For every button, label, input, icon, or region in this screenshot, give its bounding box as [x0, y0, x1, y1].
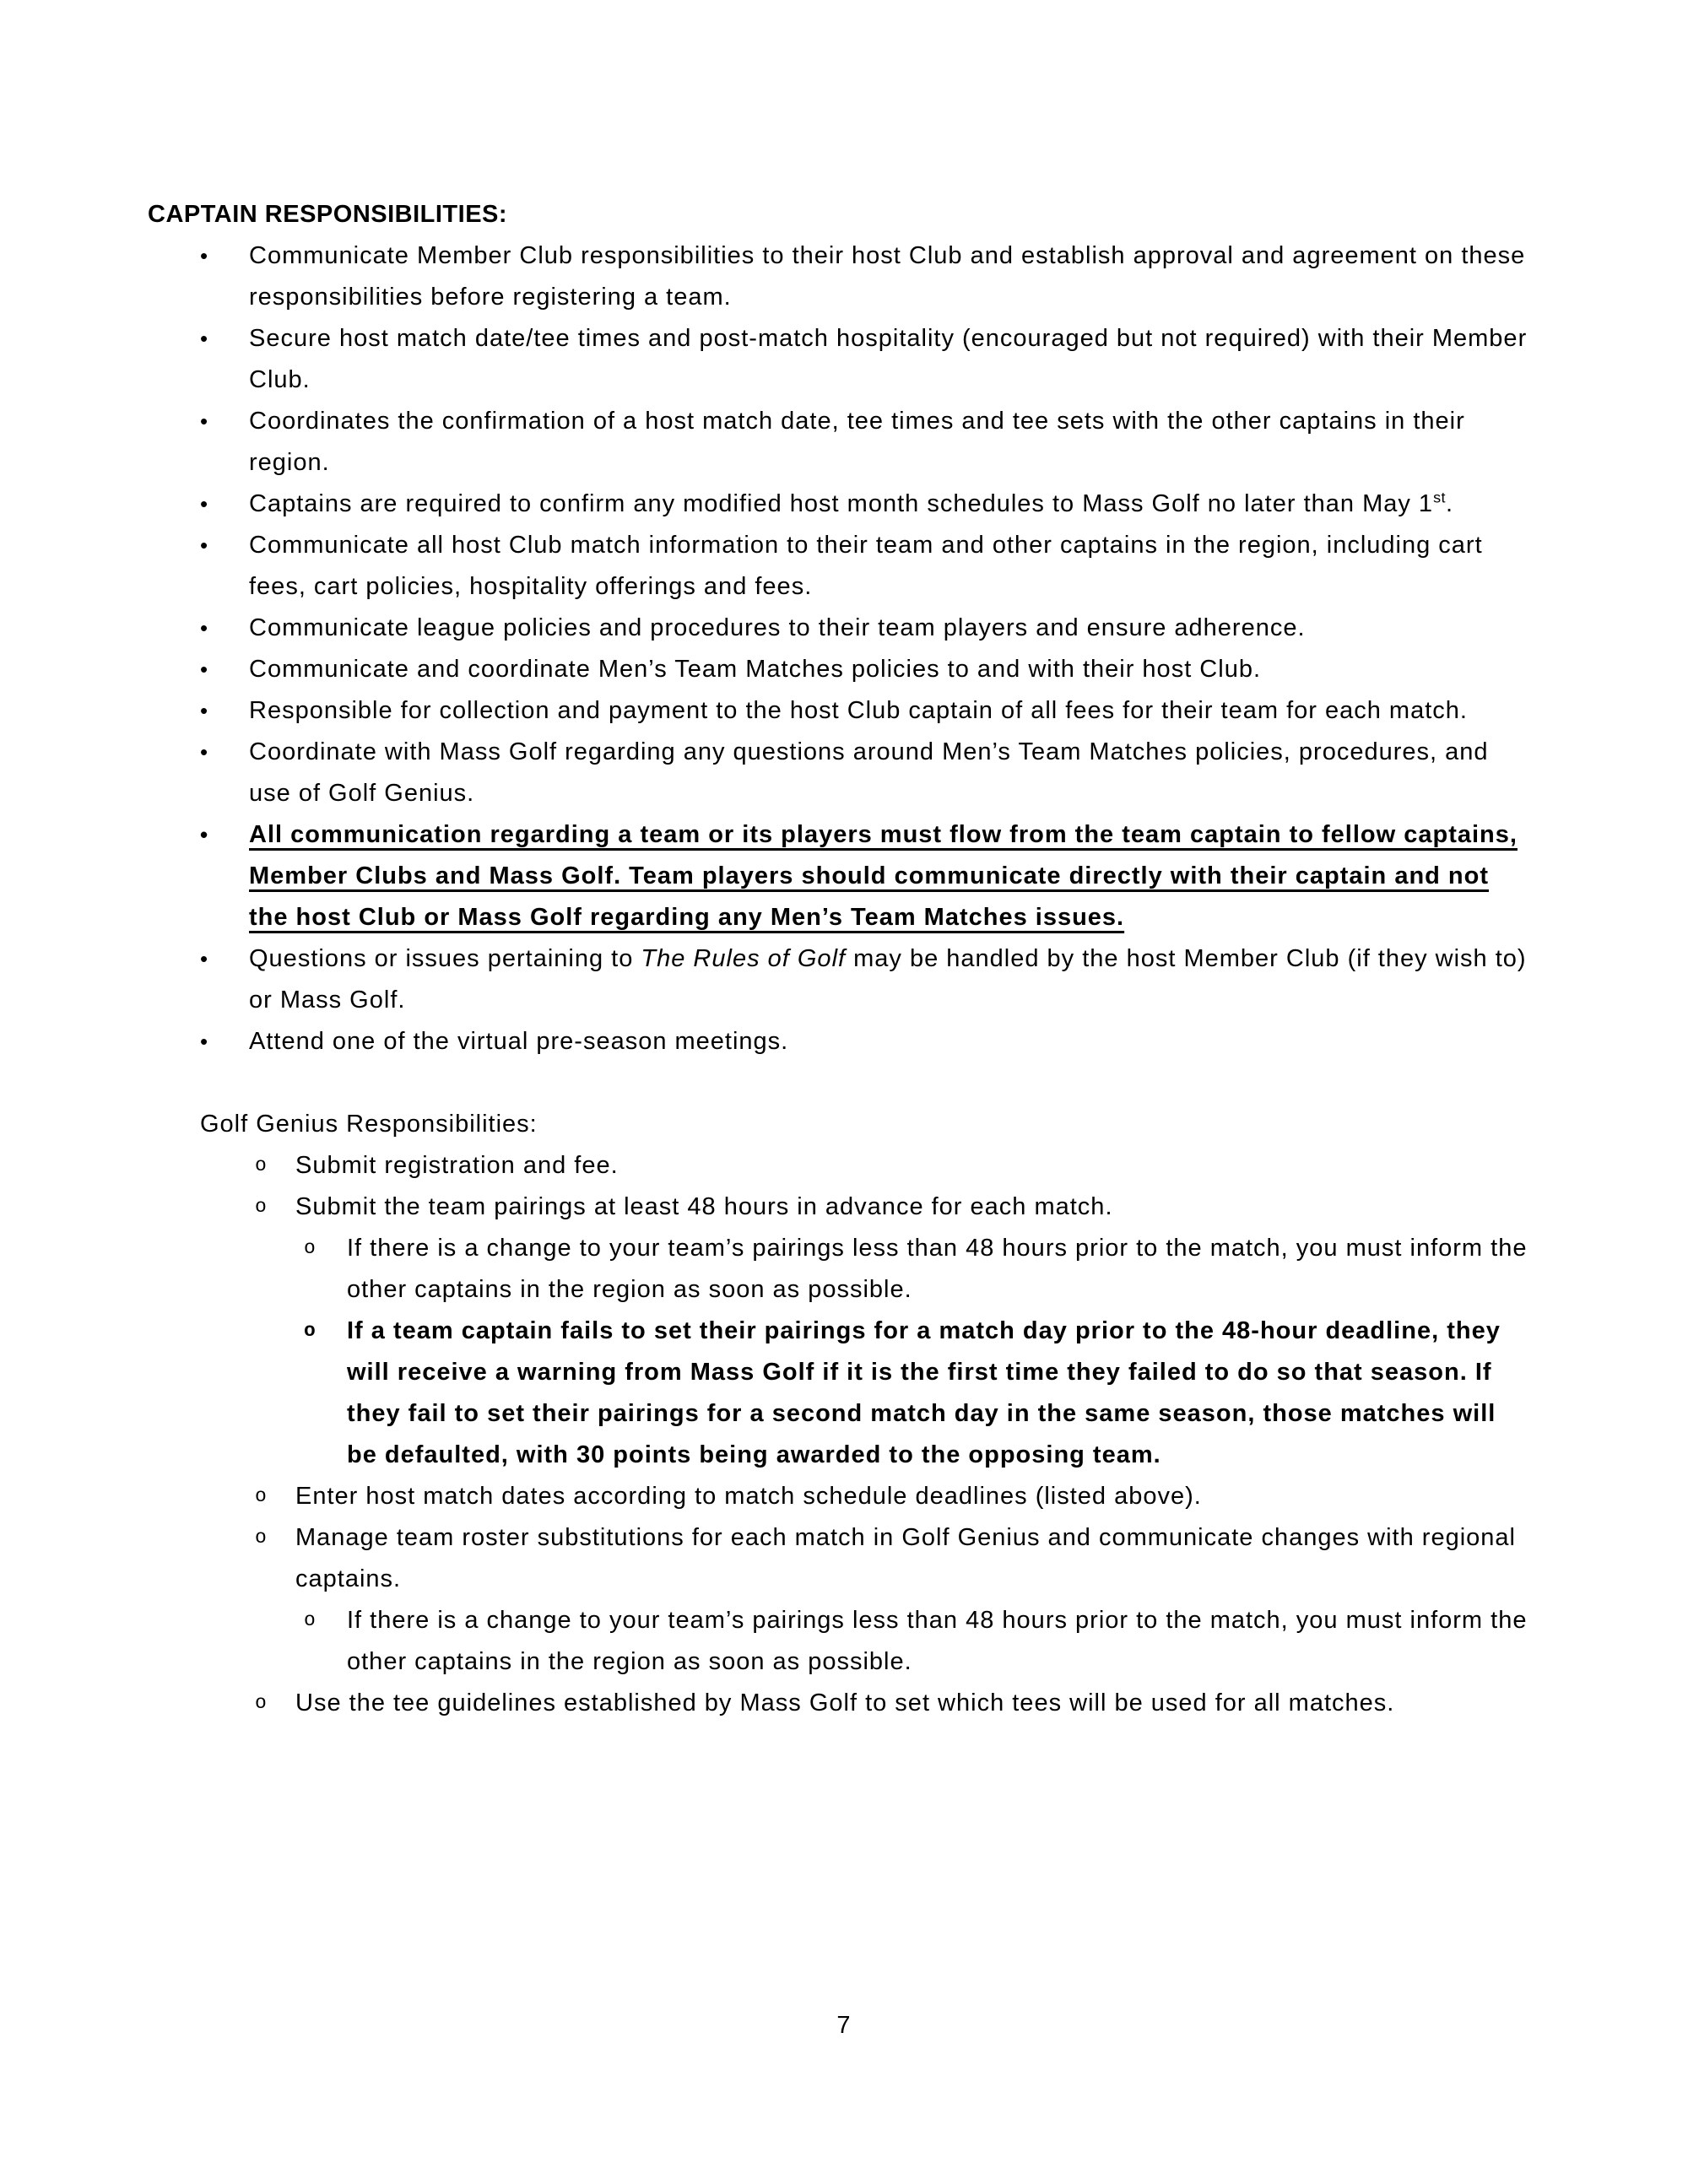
text-segment: Communicate and coordinate Men’s Team Matches policies to and with their host Club. — [249, 656, 1262, 683]
circle-bullet-icon: o — [304, 1237, 316, 1259]
list-item — [148, 1021, 1532, 1062]
text-segment: Communicate Member Club responsibilities to their host Club and establish approval and agreement on these responsibilities before registering a team. — [249, 242, 1526, 311]
list-item-text — [347, 1228, 1532, 1311]
circle-bullet-icon: o — [304, 1320, 316, 1342]
text-segment: Attend one of the virtual pre-season meetings. — [249, 1028, 789, 1055]
bullet-icon: • — [200, 657, 209, 682]
list-item-text — [249, 732, 1532, 814]
bullet-icon: • — [200, 326, 209, 351]
list-item-text — [249, 235, 1532, 318]
text-segment: Use the tee guidelines established by Mass Golf to set which tees will be used for all matches. — [295, 1689, 1395, 1716]
text-segment: Communicate league policies and procedures to their team players and ensure adherence. — [249, 614, 1306, 641]
list-item — [148, 318, 1532, 401]
list-item — [148, 484, 1532, 525]
text-segment: may be handled by the host Member Club (if they wish to) or Mass Golf. — [249, 945, 1527, 1014]
list-item — [148, 1600, 1532, 1683]
list-item — [148, 1311, 1532, 1476]
list-item — [148, 690, 1532, 732]
bullet-icon: • — [200, 408, 209, 434]
bullet-icon: • — [200, 491, 209, 516]
circle-bullet-icon: o — [255, 1196, 268, 1218]
bullet-icon: • — [200, 532, 209, 558]
list-item-text — [249, 484, 1532, 525]
list-item — [148, 1476, 1532, 1517]
superscript-text: st — [1433, 489, 1447, 506]
list-item — [148, 1228, 1532, 1311]
captain-responsibilities-list — [148, 235, 1532, 1062]
circle-bullet-icon: o — [255, 1527, 268, 1549]
list-item-text — [295, 1145, 1532, 1187]
list-item-text — [249, 1021, 1532, 1062]
bullet-icon: • — [200, 243, 209, 268]
text-segment: Communicate all host Club match information to their team and other captains in the region, including cart fees, cart policies, hospitality offerings and fees. — [249, 532, 1483, 600]
bullet-icon: • — [200, 946, 209, 971]
list-item-text — [249, 690, 1532, 732]
text-segment: Submit registration and fee. — [295, 1152, 619, 1179]
text-segment: If there is a change to your team’s pairings less than 48 hours prior to the match, you must inform the other captains in the region as soon as possible. — [347, 1607, 1528, 1675]
list-item-text — [347, 1600, 1532, 1683]
list-item-text — [249, 649, 1532, 690]
text-segment: Questions or issues pertaining to — [249, 945, 641, 972]
list-item-text — [249, 938, 1532, 1021]
list-item-text — [295, 1476, 1532, 1517]
list-item-text — [347, 1311, 1532, 1476]
list-item — [148, 608, 1532, 649]
text-segment: Manage team roster substitutions for each match in Golf Genius and communicate changes with regional captains. — [295, 1524, 1516, 1592]
list-item — [148, 1187, 1532, 1228]
italic-text: The Rules of Golf — [641, 945, 847, 972]
list-item-text — [249, 814, 1532, 938]
page-number: 7 — [836, 2012, 852, 2039]
list-item-text — [295, 1683, 1532, 1724]
circle-bullet-icon: o — [255, 1692, 268, 1714]
text-segment: . — [1446, 490, 1454, 517]
subsection-heading: Golf Genius Responsibilities: — [200, 1111, 538, 1138]
text-segment: Coordinates the confirmation of a host match date, tee times and tee sets with the other captains in their region. — [249, 408, 1465, 476]
list-item — [148, 1517, 1532, 1600]
text-segment: Enter host match dates according to match schedule deadlines (listed above). — [295, 1483, 1202, 1510]
list-item — [148, 649, 1532, 690]
text-segment: Coordinate with Mass Golf regarding any questions around Men’s Team Matches policies, procedures, and use of Golf Genius. — [249, 738, 1489, 807]
text-segment: Secure host match date/tee times and post-match hospitality (encouraged but not required) with their Member Club. — [249, 325, 1528, 393]
circle-bullet-icon: o — [255, 1485, 268, 1507]
golf-genius-responsibilities-list — [148, 1145, 1532, 1724]
bullet-icon: • — [200, 698, 209, 723]
text-segment: All communication regarding a team or its players must flow from the team captain to fellow captains, Member Clubs and Mass Golf. Team players should communicate directly with their captain and not the host Club or Mass Golf regarding any Men’s Team Matches issues. — [249, 821, 1518, 931]
list-item — [148, 938, 1532, 1021]
list-item-text — [249, 401, 1532, 484]
list-item — [148, 1145, 1532, 1187]
section-heading: CAPTAIN RESPONSIBILITIES: — [148, 201, 508, 228]
bullet-icon: • — [200, 822, 209, 847]
list-item — [148, 235, 1532, 318]
list-item-text — [295, 1187, 1532, 1228]
list-item-text — [295, 1517, 1532, 1600]
text-segment: If a team captain fails to set their pairings for a match day prior to the 48-hour deadline, they will receive a warning from Mass Golf if it is the first time they failed to do so that season. If they fail to set their pairings for a second match day in the same season, those matches will be defaulted, with 30 points being awarded to the opposing team. — [347, 1317, 1501, 1468]
circle-bullet-icon: o — [304, 1609, 316, 1631]
text-segment: Submit the team pairings at least 48 hours in advance for each match. — [295, 1193, 1113, 1220]
list-item — [148, 1683, 1532, 1724]
text-segment: Captains are required to confirm any modified host month schedules to Mass Golf no later than May 1 — [249, 490, 1434, 517]
bullet-icon: • — [200, 615, 209, 641]
list-item-text — [249, 608, 1532, 649]
list-item-text — [249, 318, 1532, 401]
list-item — [148, 814, 1532, 938]
list-item — [148, 732, 1532, 814]
bullet-icon: • — [200, 1029, 209, 1054]
list-item — [148, 525, 1532, 608]
text-segment: If there is a change to your team’s pairings less than 48 hours prior to the match, you must inform the other captains in the region as soon as possible. — [347, 1235, 1528, 1303]
bullet-icon: • — [200, 739, 209, 765]
circle-bullet-icon: o — [255, 1154, 268, 1176]
document-content — [148, 194, 1532, 1724]
text-segment: Responsible for collection and payment to the host Club captain of all fees for their team for each match. — [249, 697, 1468, 724]
list-item-text — [249, 525, 1532, 608]
list-item — [148, 401, 1532, 484]
